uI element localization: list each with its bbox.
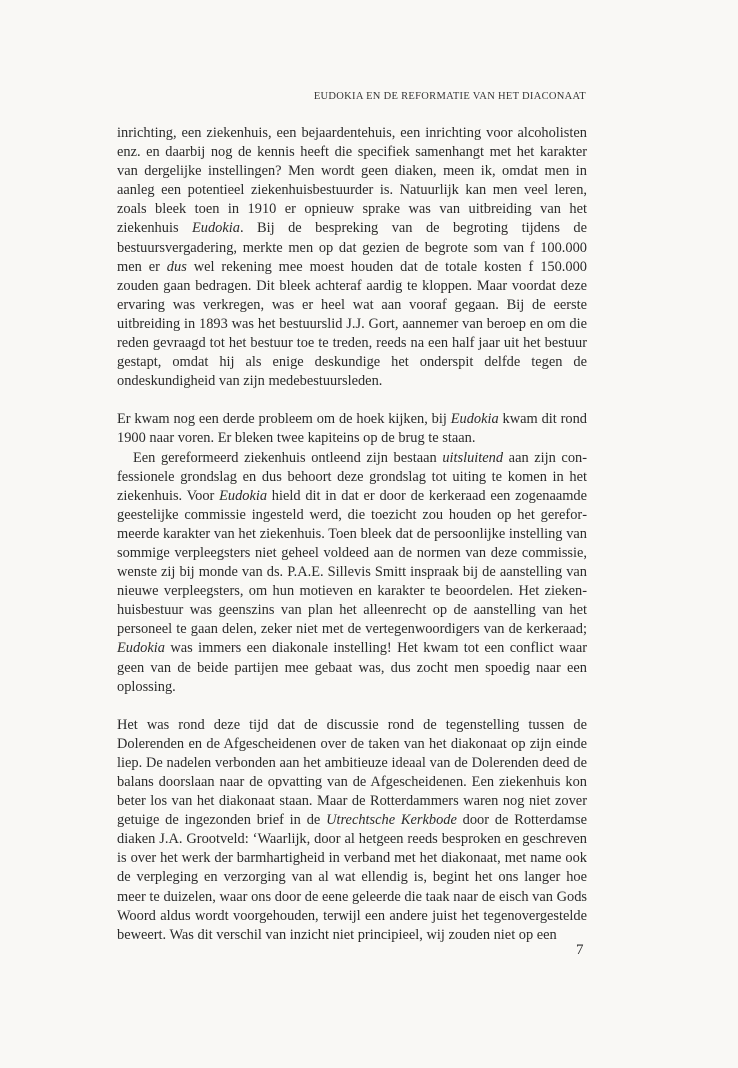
paragraph-3 bbox=[117, 449, 587, 697]
text-run: kwam dit rond 1900 naar voren. Er bleken twee kapiteins op de brug te staan. bbox=[117, 411, 587, 447]
text-run: inrichting, een ziekenhuis, een bejaardentehuis, een inrichting voor alcoholisten enz. en daarbij nog de kennis heeft die specifiek samenhangt met het karakter van dergelijke instellingen? Men wordt geen diaken, meen ik, omdat men in aanleg een potentieel ziekenhuisbestuurder is. Natuurlijk kan men veel leren, zoals bleek toen in 1910 er opnieuw sprake was van uitbreiding van het ziekenhuis bbox=[117, 125, 587, 237]
paragraph-2 bbox=[117, 410, 587, 448]
italic-text: Eudokia bbox=[219, 487, 268, 504]
text-run: aan zijn confessionele grondslag en dus behoort deze grondslag tot uiting te komen in het ziekenhuis. Voor bbox=[117, 449, 588, 504]
text-run: hield dit in dat er door de kerkeraad een zogenaamde geestelijke commissie ingesteld werd, die toezicht zou houden op het gereformeerde karakter van het ziekenhuis. Toen bleek dat de persoonlijke instelling van sommige verpleegsters niet geheel voldeed aan de normen van deze commissie, wenste zij bij monde van ds. P.A.E. Sillevis Smitt inspraak bij de aanstelling van nieuwe verpleegsters, om hun motieven en karakter te beoordelen. Het ziekenhuisbestuur was geenszins van plan het alleenrecht op de aanstelling van het personeel te gaan delen, zeker niet met de vertegenwoordigers van de kerkeraad; bbox=[117, 487, 587, 638]
paragraph-1 bbox=[117, 124, 587, 391]
body-text bbox=[117, 124, 587, 945]
paragraph-4 bbox=[117, 716, 587, 945]
page-number: 7 bbox=[576, 942, 584, 958]
italic-text: Utrechtsche Kerkbode bbox=[326, 812, 457, 829]
text-run: Het was rond deze tijd dat de discussie rond de tegenstelling tussen de Dolerenden en de Afgescheidenen over de taken van het diakonaat op zijn einde liep. De nadelen verbonden aan het ambitieuze ideaal van de Dolerenden deed de balans doorslaan naar de opvatting van de Afgescheidenen. Een ziekenhuis kon beter los van het diakonaat staan. Maar de Rotterdammers waren nog niet zover getuige de ingezonden brief in de bbox=[117, 716, 587, 829]
text-run: was immers een diakonale instelling! Het kwam tot een conflict waar geen van de beide partijen mee gebaat was, dus zocht men spoedig naar een oplossing. bbox=[117, 640, 587, 695]
italic-text: uitsluitend bbox=[442, 449, 504, 466]
italic-text: Eudokia bbox=[450, 411, 499, 428]
italic-text: Eudokia bbox=[192, 220, 240, 237]
text-run: wel rekening mee moest houden dat de totale kosten f 150.000 zouden gaan bedragen. Dit bleek achteraf aardig te kloppen. Maar voordat deze ervaring was verkregen, was er heel wat aan vooraf gegaan. Bij de eerste uitbreiding in 1893 was het bestuurslid J.J. Gort, aannemer van beroep en om die reden gevraagd tot het bestuur toe te treden, reeds na een half jaar uit het bestuur gestapt, omdat hij als enige deskundige het onderspit delfde tegen de ondeskundigheid van zijn medebestuursleden. bbox=[117, 258, 587, 390]
text-run: door de Rotterdamse diaken J.A. Grootveld: ‘Waarlijk, door al hetgeen reeds besproken en geschreven is over het werk der barmhartigheid in verband met het diakonaat, met name ook de verpleging en verzorging van al wat ellendig is, begint het ons langer hoe meer te duizelen, waar ons door de eene geleerde die taak naar de eisch van Gods Woord aldus wordt voorgehouden, terwijl een andere juist het tegenovergestelde beweert. Was dit verschil van inzicht niet principieel, wij zouden niet op een bbox=[117, 812, 587, 943]
text-run: Er kwam nog een derde probleem om de hoek kijken, bij bbox=[117, 411, 451, 428]
text-run: . Bij de bespreking van de begroting tijdens de bestuursvergadering, merkte men op dat gezien de begrote som van f 100.000 men er bbox=[117, 220, 587, 275]
italic-text: Eudokia bbox=[117, 640, 165, 657]
italic-text: dus bbox=[166, 258, 187, 275]
running-head: EUDOKIA EN DE REFORMATIE VAN HET DIACONAAT bbox=[313, 91, 586, 102]
text-run: Een gereformeerd ziekenhuis ontleend zijn bestaan bbox=[133, 449, 443, 466]
